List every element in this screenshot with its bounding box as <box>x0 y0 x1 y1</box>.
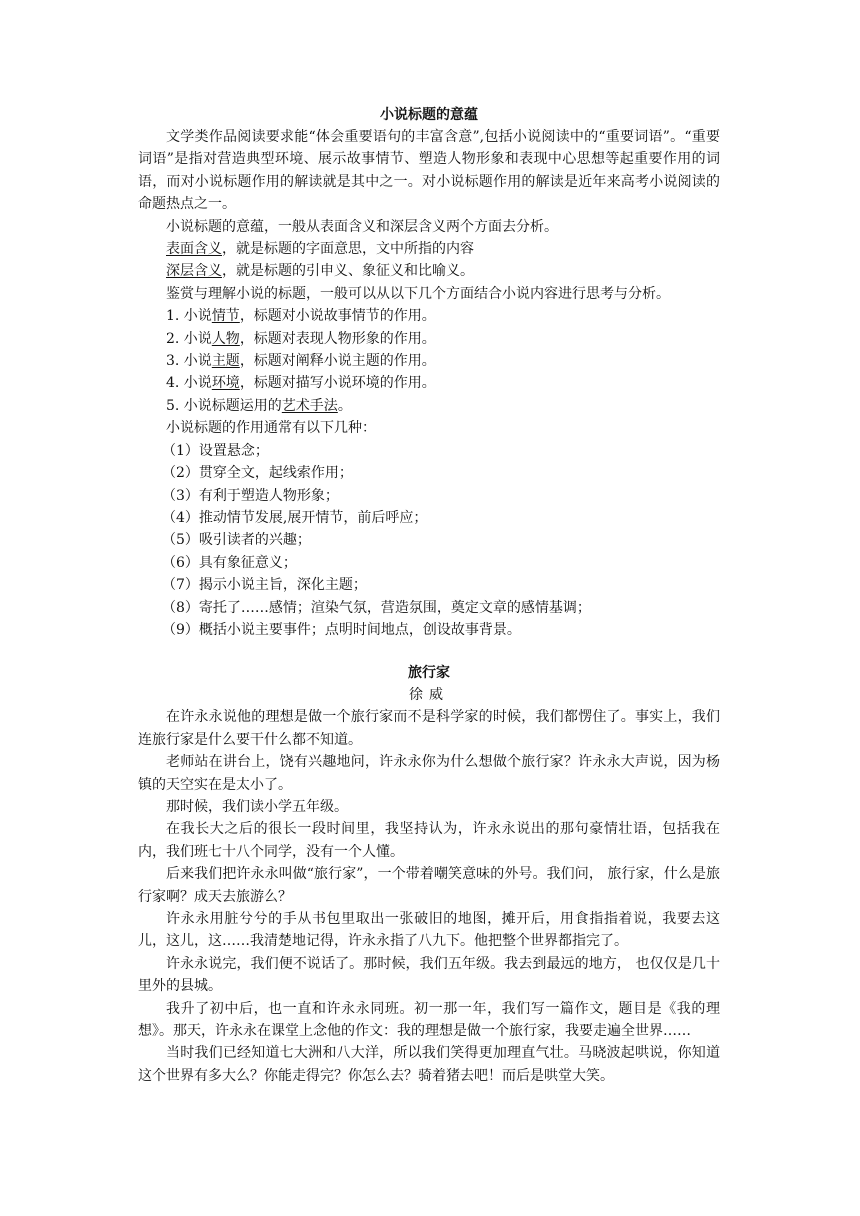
story-paragraph: 许永永说完，我们便不说话了。那时候，我们五年级。我去到最远的地方， 也仅仅是几十里外的县城。 <box>138 955 720 995</box>
section-title: 小说标题的意蕴 <box>380 107 478 123</box>
meaning-paragraph: 小说标题的意蕴，一般从表面含义和深层含义两个方面去分析。 <box>166 218 558 235</box>
story-paragraph: 在许永永说他的理想是做一个旅行家而不是科学家的时候，我们都愣住了。事实上，我们连旅行家是什么要干什么都不知道。 <box>138 709 720 748</box>
story-paragraph: 老师站在讲台上，饶有兴趣地问，许永永你为什么想做个旅行家？许永永大声说，因为杨镇的天空实在是太小了。 <box>138 754 720 793</box>
section-gap <box>138 641 720 662</box>
aspect-item: 4. 小说环境，标题对描写小说环境的作用。 <box>166 375 436 392</box>
functions-intro: 小说标题的作用通常有以下几种： <box>166 420 376 437</box>
function-item: （1）设置悬念； <box>162 442 269 459</box>
deep-meaning-text: ，就是标题的引申义、象征义和比喻义。 <box>222 263 474 280</box>
function-item: （2）贯穿全文，起线索作用； <box>162 465 353 482</box>
story-paragraph: 那时候，我们读小学五年级。 <box>166 798 348 815</box>
story-title: 旅行家 <box>408 665 450 682</box>
story-author: 徐威 <box>409 687 449 704</box>
surface-meaning-term: 表面含义 <box>166 241 222 258</box>
story-paragraph: 当时我们已经知道七大洲和八大洋，所以我们笑得更加理直气壮。马晓波起哄说，你知道这个世界有多大么？你能走得完？你怎么去？骑着猪去吧！而后是哄堂大笑。 <box>138 1045 720 1084</box>
story-paragraph: 我升了初中后，也一直和许永永同班。初一那一年，我们写一篇作文，题目是《我的理想》。那天，许永永在课堂上念他的作文：我的理想是做一个旅行家，我要走遍全世界…… <box>138 1000 720 1040</box>
function-item: （3）有利于塑造人物形象； <box>162 487 339 504</box>
story-paragraph: 在我长大之后的很长一段时间里，我坚持认为，许永永说出的那句豪情壮语，包括我在内，我们班七十八个同学，没有一个人懂。 <box>138 821 720 860</box>
story-paragraph: 许永永用脏兮兮的手从书包里取出一张破旧的地图，摊开后，用食指指着说，我要去这儿，这儿，这……我清楚地记得，许永永指了八九下。他把整个世界都指完了。 <box>138 911 720 950</box>
aspect-item: 5. 小说标题运用的艺术手法。 <box>166 397 352 414</box>
surface-meaning-text: ，就是标题的字面意思，文中所指的内容 <box>222 241 474 258</box>
function-item: （4）推动情节发展,展开情节，前后呼应； <box>162 509 428 526</box>
function-item: （5）吸引读者的兴趣； <box>162 532 311 549</box>
aspect-item: 3. 小说主题，标题对阐释小说主题的作用。 <box>166 353 436 370</box>
story-paragraph: 后来我们把许永永叫做“旅行家”，一个带着嘲笑意味的外号。我们问， 旅行家，什么是旅行家啊？成天去旅游么？ <box>138 866 720 905</box>
function-item: （6）具有象征意义； <box>162 554 297 571</box>
aspect-item: 1. 小说情节，标题对小说故事情节的作用。 <box>166 308 436 325</box>
function-item: （7）揭示小说主旨，深化主题； <box>162 577 367 594</box>
deep-meaning-line <box>138 260 720 282</box>
analysis-intro-paragraph: 鉴赏与理解小说的标题，一般可以从以下几个方面结合小说内容进行思考与分析。 <box>166 285 670 302</box>
deep-meaning-term: 深层含义 <box>166 263 222 280</box>
function-item: （9）概括小说主要事件；点明时间地点，创设故事背景。 <box>162 621 521 638</box>
aspect-item: 2. 小说人物，标题对表现人物形象的作用。 <box>166 330 436 347</box>
document-body <box>138 104 720 1087</box>
intro-paragraph: 文学类作品阅读要求能“体会重要语句的丰富含意”,包括小说阅读中的“重要词语”。“重要词语”是指对营造典型环境、展示故事情节、塑造人物形象和表现中心思想等起重要作用的词语，而对小说标题作用的解读就是其中之一。对小说标题作用的解读是近年来高考小说阅读的命题热点之一。 <box>138 129 720 213</box>
surface-meaning-line <box>138 238 720 260</box>
function-item: （8）寄托了……感情；渲染气氛，营造氛围，奠定文章的感情基调； <box>162 599 591 616</box>
